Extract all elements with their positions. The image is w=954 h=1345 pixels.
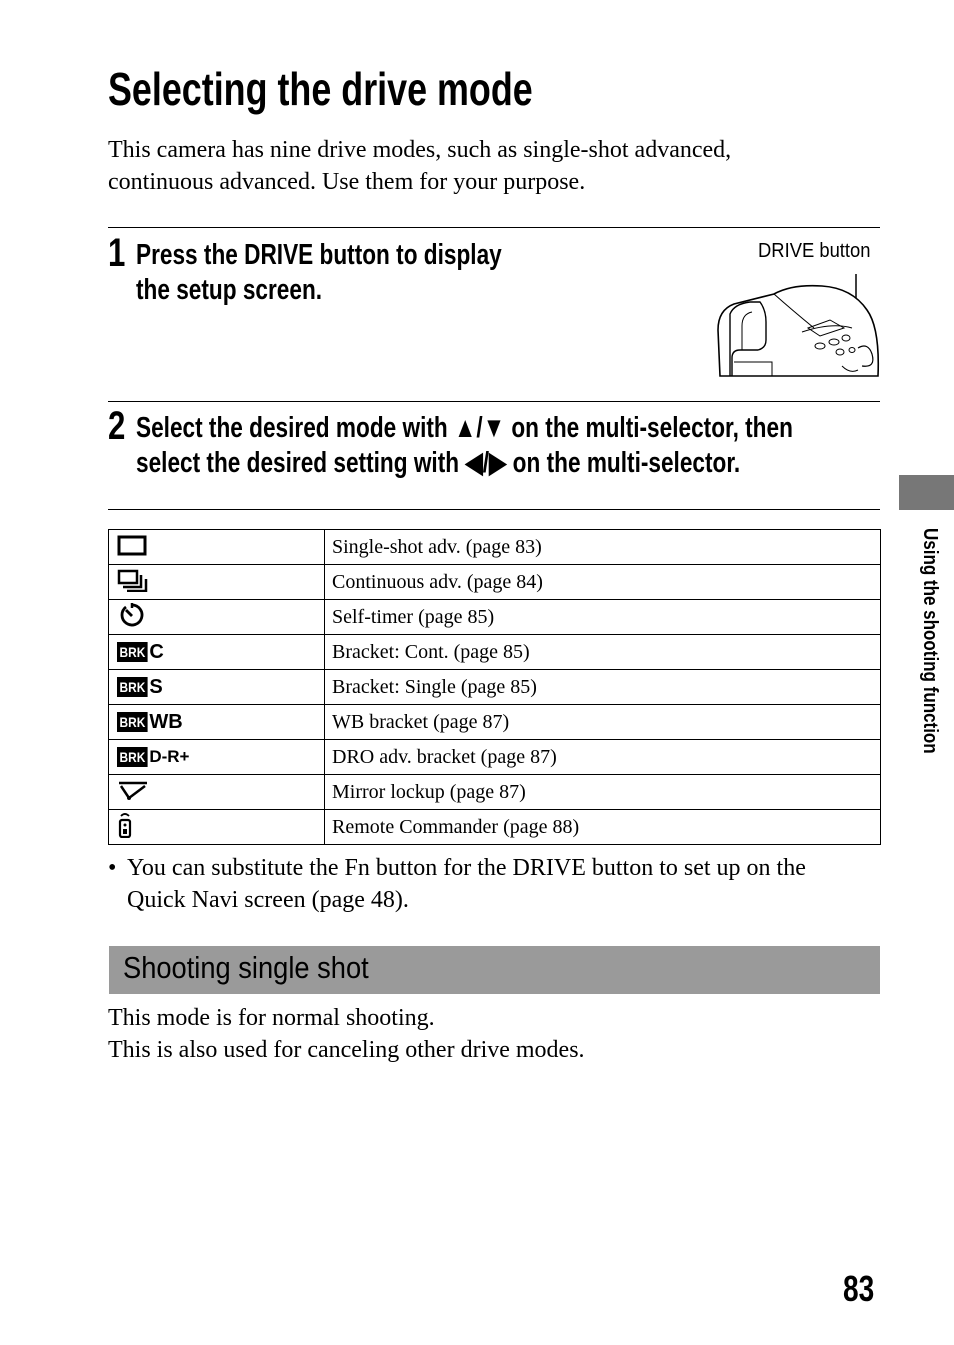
mode-label: Continuous adv. (page 84) bbox=[325, 565, 881, 600]
table-row bbox=[109, 705, 881, 740]
page-number: 83 bbox=[843, 1268, 875, 1309]
table-row bbox=[109, 635, 881, 670]
chapter-tab bbox=[899, 475, 954, 510]
mode-label: DRO adv. bracket (page 87) bbox=[325, 740, 881, 775]
brk-badge: BRK bbox=[117, 712, 148, 732]
table-row bbox=[109, 775, 881, 810]
section-title: Shooting single shot bbox=[123, 950, 369, 985]
page-title: Selecting the drive mode bbox=[108, 63, 533, 115]
continuous-icon bbox=[117, 568, 151, 592]
chapter-label: Using the shooting function bbox=[919, 528, 941, 754]
mode-label: Remote Commander (page 88) bbox=[325, 810, 881, 845]
divider bbox=[108, 509, 880, 510]
bracket-single-icon bbox=[109, 670, 325, 705]
step-2-line-2: select the desired setting with ◀/▶ on the multi-selector. bbox=[136, 447, 741, 479]
table-row bbox=[109, 670, 881, 705]
note-text: You can substitute the Fn button for the DRIVE button to set up on the Quick Navi screen (page 48). bbox=[127, 855, 806, 913]
mode-label: Single-shot adv. (page 83) bbox=[325, 530, 881, 565]
step-1-line-2: the setup screen. bbox=[136, 274, 323, 306]
brk-suffix: S bbox=[149, 675, 163, 698]
note bbox=[108, 852, 868, 916]
brk-badge: BRK bbox=[117, 747, 148, 767]
dro-bracket-icon bbox=[109, 740, 325, 775]
mirror-lockup-icon bbox=[117, 778, 151, 802]
step-1-line-1: Press the DRIVE button to display bbox=[136, 239, 502, 271]
table-row bbox=[109, 530, 881, 565]
table-row bbox=[109, 600, 881, 635]
mode-label: Bracket: Single (page 85) bbox=[325, 670, 881, 705]
self-timer-icon bbox=[117, 602, 151, 628]
drive-button-callout: DRIVE button bbox=[758, 240, 871, 262]
drive-mode-table bbox=[108, 529, 881, 845]
section-text-line-1: This mode is for normal shooting. bbox=[108, 1005, 435, 1031]
intro-paragraph: This camera has nine drive modes, such as single-shot advanced, continuous advanced. Use them for your purpose. bbox=[108, 137, 732, 195]
brk-suffix: D-R+ bbox=[149, 747, 190, 766]
table-row bbox=[109, 810, 881, 845]
bullet: • bbox=[108, 855, 117, 881]
wb-bracket-icon bbox=[109, 705, 325, 740]
mode-label: Bracket: Cont. (page 85) bbox=[325, 635, 881, 670]
brk-badge: BRK bbox=[117, 642, 148, 662]
mode-label: WB bracket (page 87) bbox=[325, 705, 881, 740]
bracket-cont-icon bbox=[109, 635, 325, 670]
mode-label: Self-timer (page 85) bbox=[325, 600, 881, 635]
step-2-number: 2 bbox=[108, 404, 126, 448]
divider bbox=[108, 227, 880, 228]
step-1-number: 1 bbox=[108, 231, 126, 275]
camera-illustration bbox=[712, 270, 884, 378]
step-2-line-1: Select the desired mode with ▲/▼ on the multi-selector, then bbox=[136, 412, 793, 444]
mode-label: Mirror lockup (page 87) bbox=[325, 775, 881, 810]
remote-commander-icon bbox=[117, 812, 151, 838]
brk-suffix: C bbox=[149, 640, 164, 663]
table-row bbox=[109, 740, 881, 775]
single-shot-icon bbox=[117, 533, 151, 557]
divider bbox=[108, 401, 880, 402]
section-text-line-2: This is also used for canceling other drive modes. bbox=[108, 1037, 585, 1063]
table-row bbox=[109, 565, 881, 600]
brk-badge: BRK bbox=[117, 677, 148, 697]
brk-suffix: WB bbox=[149, 710, 183, 733]
